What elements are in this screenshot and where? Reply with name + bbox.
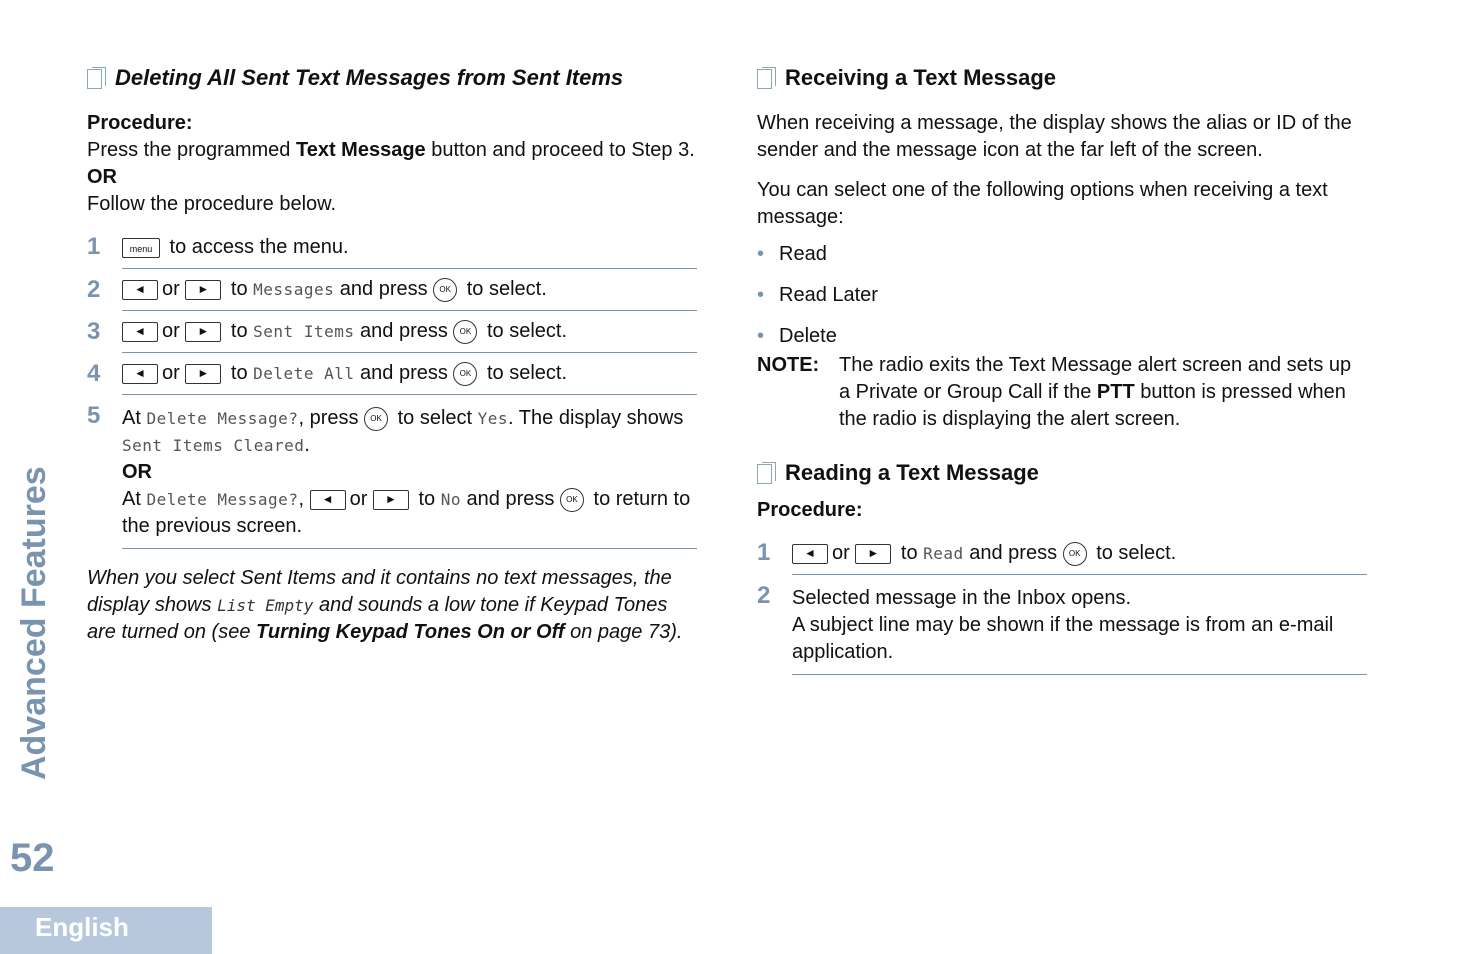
document-icon	[757, 462, 775, 484]
intro-text: Press the programmed Text Message button and proceed to Step 3.	[87, 139, 695, 161]
step-number: 2	[757, 582, 771, 609]
step-body: ◄ or ► to Delete All and press OK to select.	[122, 353, 697, 395]
page-number: 52	[10, 836, 55, 880]
list-item: • Read Later	[757, 284, 878, 306]
section-heading	[87, 60, 697, 96]
procedure-label: Procedure:	[87, 112, 193, 134]
empty-list-note: When you select Sent Items and it contains no text messages, the display shows List Empty and sounds a low tone if Keypad Tones are turned on (see Turning Keypad Tones On or Off on page 73).	[87, 567, 683, 643]
section-side-tab: Advanced Features	[15, 466, 53, 780]
step-1	[757, 532, 1367, 575]
display-text: Messages	[253, 280, 335, 299]
right-arrow-key-icon: ►	[185, 322, 221, 342]
step-3	[87, 311, 697, 353]
section-heading	[757, 455, 1367, 491]
step-body: At Delete Message?, press OK to select Yes. The display shows Sent Items Cleared. OR At Delete Message?, ◄ or ► to No and press OK to return to the previous screen.	[122, 395, 697, 549]
display-text: Delete Message?	[146, 409, 299, 428]
step-list	[87, 226, 697, 549]
step-body: Selected message in the Inbox opens. A subject line may be shown if the message is from an e-mail application.	[792, 575, 1367, 675]
heading-text: Reading a Text Message	[785, 460, 1039, 485]
heading-text: Receiving a Text Message	[785, 65, 1057, 90]
step-number: 1	[757, 539, 771, 566]
ok-key-icon: OK	[453, 362, 477, 386]
step-number: 3	[87, 318, 101, 345]
procedure-label: Procedure:	[757, 499, 863, 521]
step-body: ◄ or ► to Messages and press OK to select.	[122, 269, 697, 311]
display-text: Yes	[477, 409, 509, 428]
right-arrow-key-icon: ►	[185, 364, 221, 384]
left-arrow-key-icon: ◄	[792, 544, 828, 564]
step-number: 1	[87, 233, 101, 260]
ok-key-icon: OK	[433, 278, 457, 302]
right-arrow-key-icon: ►	[373, 490, 409, 510]
heading-text: Deleting All Sent Text Messages from Sent Items	[115, 65, 624, 90]
step-body: ◄ or ► to Sent Items and press OK to select.	[122, 311, 697, 353]
note-label: NOTE:	[757, 354, 820, 376]
or-label: OR	[87, 166, 117, 188]
step-body: ◄ or ► to Read and press OK to select.	[792, 532, 1367, 575]
ok-key-icon: OK	[364, 407, 388, 431]
step-list	[757, 532, 1367, 675]
left-column	[87, 60, 697, 646]
step-4	[87, 353, 697, 395]
menu-key-icon: menu	[122, 238, 160, 258]
display-text: Sent Items Cleared	[122, 436, 305, 455]
step-1	[87, 226, 697, 269]
left-arrow-key-icon: ◄	[122, 364, 158, 384]
ok-key-icon: OK	[1063, 542, 1087, 566]
left-arrow-key-icon: ◄	[122, 280, 158, 300]
follow-text: Follow the procedure below.	[87, 193, 337, 215]
right-arrow-key-icon: ►	[855, 544, 891, 564]
step-number: 4	[87, 360, 101, 387]
paragraph: You can select one of the following options when receiving a text message:	[757, 179, 1328, 228]
step-5	[87, 395, 697, 549]
left-arrow-key-icon: ◄	[310, 490, 346, 510]
note	[757, 352, 1367, 433]
language-tab: English	[0, 907, 212, 954]
display-text: No	[440, 490, 461, 509]
ok-key-icon: OK	[453, 320, 477, 344]
left-arrow-key-icon: ◄	[122, 322, 158, 342]
document-icon	[87, 67, 105, 89]
ok-key-icon: OK	[560, 488, 584, 512]
option-list	[757, 241, 1367, 350]
right-arrow-key-icon: ►	[185, 280, 221, 300]
list-item: • Delete	[757, 325, 837, 347]
step-2	[757, 575, 1367, 675]
display-text: Read	[923, 544, 964, 563]
display-text: Delete Message?	[146, 490, 299, 509]
display-text: Delete All	[253, 364, 355, 383]
step-number: 2	[87, 276, 101, 303]
list-item: • Read	[757, 243, 827, 265]
document-icon	[757, 67, 775, 89]
right-column	[757, 60, 1367, 675]
section-heading	[757, 60, 1367, 96]
display-text: Sent Items	[253, 322, 355, 341]
step-number: 5	[87, 402, 101, 429]
or-label: OR	[122, 461, 152, 483]
step-body: menu to access the menu.	[122, 226, 697, 269]
note-text: The radio exits the Text Message alert screen and sets up a Private or Group Call if the PTT button is pressed when the radio is displaying the alert screen.	[839, 354, 1352, 430]
paragraph: When receiving a message, the display shows the alias or ID of the sender and the message icon at the far left of the screen.	[757, 112, 1352, 161]
step-2	[87, 269, 697, 311]
